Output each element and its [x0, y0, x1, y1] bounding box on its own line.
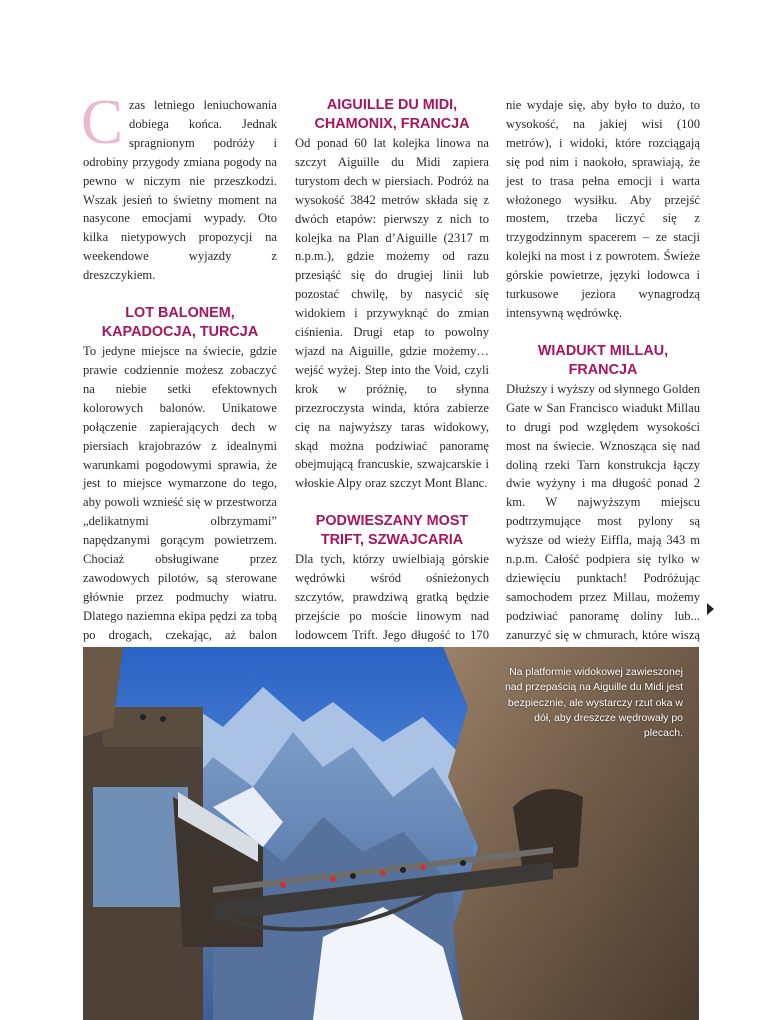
intro-paragraph	[81, 87, 277, 285]
millau-body: Dłuższy i wyższy od słynnego Golden Gate w San Francisco wiadukt Millau to drugi pod względem wysokości most na świecie. Wznosząca się nad doliną rzeki Tarn konstrukcja łączy dwie wyżyny i ma długość ponad 2 km. W najwyższym miejscu podtrzymujące most pylony są wyższe od wieży Eiffla, mają 343 m n.p.m. Całość podpiera się tylko w dziewięciu punktach! Podróżując samochodem przez Millau, możemy podziwiać panoramę doliny lub... zanurzyć się w chmurach, które wiszą	[506, 381, 700, 642]
continue-arrow-icon	[707, 603, 714, 615]
heading-trift: PODWIESZANY MOST TRIFT, SZWAJCARIA	[315, 513, 469, 549]
drop-cap: C	[81, 87, 124, 157]
column-3	[506, 96, 700, 663]
heading-balloon: LOT BALONEM, KAPADOCJA, TURCJA	[101, 305, 259, 341]
heading-millau: WIADUKT MILLAU, FRANCJA	[537, 342, 669, 378]
column-1	[81, 87, 277, 682]
trift-body-part2: nie wydaje się, aby było to dużo, to wysokość, na jakiej wisi (100 metrów), i widoki, które rozciągają się pod nim i naokoło, sprawiają, że jest to trasa pełna emocji i warta włożonego wysiłku. Aby przejść mostem, trzeba liczyć się z trzygodzinnym spacerem – ze stacji kolejki na most i z powrotem. Świeże górskie powietrze, języki lodowca i turkusowe jeziora wynagrodzą intensywną wędrówkę.	[506, 98, 700, 320]
photo-caption: Na platformie widokowej zawieszonej nad przepaścią na Aiguille du Midi jest bezpiecznie, ale wystarczy rzut oka w dół, aby dreszcze wędrowały po plecach.	[504, 666, 683, 740]
aiguille-du-midi-photo	[83, 647, 699, 1020]
intro-text: zas letniego leniuchowania dobiega końca. Jednak spragnionym podróży i odrobiny przygody zmiana pogody na pewno w niczym nie przeszkodzi. Wszak jesień to świetny moment na nasycone emocjami wypady. Oto kilka nietypowych propozycji na weekendowe wyjazdy z dreszczykiem.	[83, 98, 277, 283]
column-2	[295, 96, 489, 664]
heading-aiguille: AIGUILLE DU MIDI, CHAMONIX, FRANCJA	[314, 97, 470, 132]
aiguille-body: Od ponad 60 lat kolejka linowa na szczyt Aiguille du Midi zapiera turystom dech w piersiach. Podróż na wysokość 3842 metrów składa się z dwóch etapów: pierwszy z nich to kolejka na Plan d’Aiguille (2317 m n.p.m.), gdzie możemy od razu przesiąść się do drugiej linii lub pozostać chwilę, by nasycić się widokiem i przywyknąć do zmian ciśnienia. Drugi etap to powolny wjazd na Aiguille, gdzie możemy… wejść wyżej. Step into the Void, czyli krok w próżnię, to słynna przezroczysta winda, która zabierze cię na najwyższy taras widokowy, skąd można podziwiać panoramę obejmującą francuskie, szwajcarskie i włoskie Alpy oraz szczyt Mont Blanc.	[295, 136, 489, 491]
trift-body-part1: Dla tych, którzy uwielbiają górskie wędrówki wśród ośnieżonych szczytów, prawdziwą gratką będzie przejście po moście linowym nad lodowcem Trift. Jego długość to 170	[295, 552, 489, 642]
balloon-body: To jedyne miejsce na świecie, gdzie prawie codziennie możesz zobaczyć na niebie setki efektownych kolorowych balonów. Unikatowe połączenie zapierających dech w piersiach krajobrazów z idealnymi warunkami pogodowymi sprawia, że jest to miejsce wymarzone do tego, aby powoli wznieść się w przestworza „delikatnymi olbrzymami” napędzanymi gorącym powietrzem. Chociaż obsługiwane przez zawodowych pilotów, są sterowane głównie przez podmuchy wiatru. Dlatego naziemna ekipa pędzi za tobą po drogach, czekając, aż balon	[83, 344, 277, 642]
